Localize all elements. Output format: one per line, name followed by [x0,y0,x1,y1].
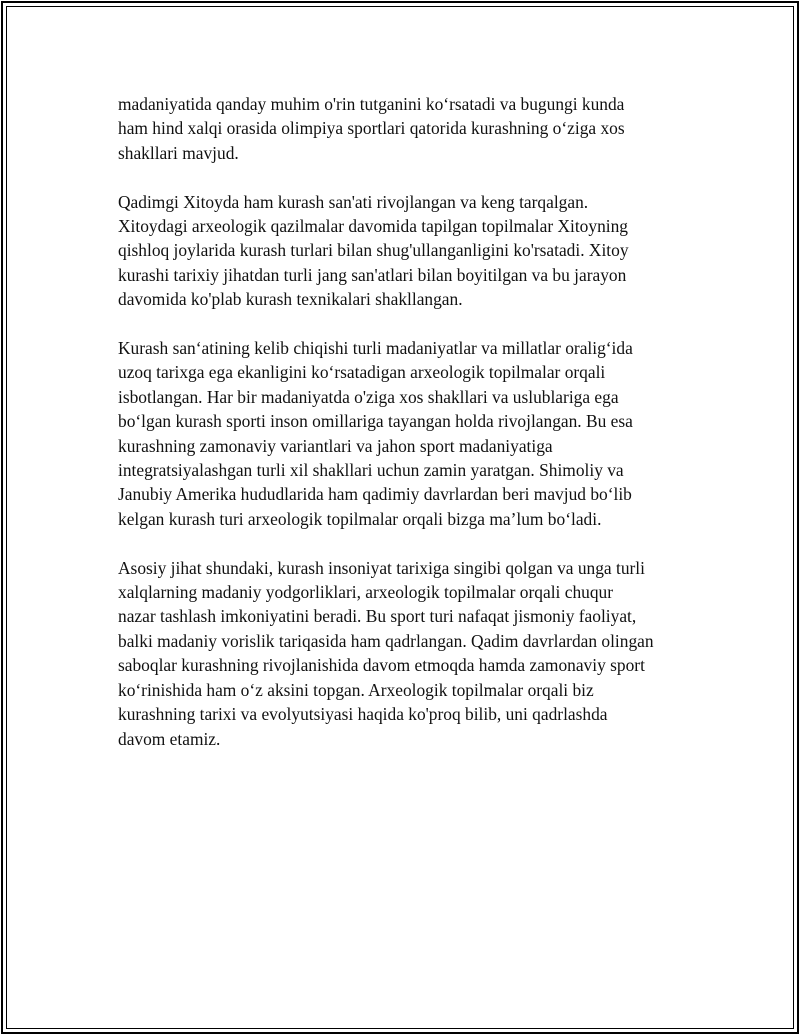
text-line: balki madaniy vorislik tariqasida ham qadrlangan. Qadim davrlardan olingan [118,630,654,651]
text-line: qishloq joylarida kurash turlari bilan shug'ullanganligini ko'rsatadi. Xitoy [118,240,629,261]
text-line: Janubiy Amerika hududlarida ham qadimiy davrlardan beri mavjud bo‘lib [118,484,632,505]
text-line: madaniyatida qanday muhim o'rin tutganini ko‘rsatadi va bugungi kunda [118,94,625,114]
text-line: nazar tashlash imkoniyatini beradi. Bu sport turi nafaqat jismoniy faoliyat, [118,606,637,627]
text-line: xalqlarning madaniy yodgorliklari, arxeologik topilmalar orqali chuqur [118,582,614,603]
text-line: kelgan kurash turi arxeologik topilmalar orqali bizga ma’lum bo‘ladi. [118,508,602,529]
paragraph-2 [118,190,718,312]
text-line: davom etamiz. [118,728,221,749]
text-line: kurashning tarixi va evolyutsiyasi haqida ko'proq bilib, uni qadrlashda [118,704,608,725]
text-line: ko‘rinishida ham o‘z aksini topgan. Arxeologik topilmalar orqali biz [118,679,594,700]
text-line: kurashi tarixiy jihatdan turli jang san'atlari bilan boyitilgan va bu jarayon [118,264,627,285]
text-line: saboqlar kurashning rivojlanishida davom etmoqda hamda zamonaviy sport [118,655,645,676]
text-line: Qadimgi Xitoyda ham kurash san'ati rivojlangan va keng tarqalgan. [118,191,589,212]
text-line: uzoq tarixga ega ekanligini ko‘rsatadigan arxeologik topilmalar orqali [118,362,606,383]
paragraph-1 [118,92,718,165]
text-line: kurashning zamonaviy variantlari va jahon sport madaniyatiga [118,435,553,456]
text-line: davomida ko'plab kurash texnikalari shakllangan. [118,289,463,310]
paragraph-3 [118,336,718,531]
text-line: shakllari mavjud. [118,142,239,163]
text-line: Asosiy jihat shundaki, kurash insoniyat tarixiga singibi qolgan va unga turli [118,557,645,578]
text-line: Xitoydagi arxeologik qazilmalar davomida tapilgan topilmalar Xitoyning [118,216,628,237]
text-line: ham hind xalqi orasida olimpiya sportlari qatorida kurashning o‘ziga xos [118,118,625,139]
text-line: bo‘lgan kurash sporti inson omillariga tayangan holda rivojlangan. Bu esa [118,411,633,432]
paragraph-4 [118,556,718,751]
document-body [118,92,718,775]
text-line: Kurash san‘atining kelib chiqishi turli madaniyatlar va millatlar oralig‘ida [118,338,633,359]
text-line: isbotlangan. Har bir madaniyatda o'ziga xos shakllari va uslublariga ega [118,386,619,407]
text-line: integratsiyalashgan turli xil shakllari uchun zamin yaratgan. Shimoliy va [118,460,624,481]
